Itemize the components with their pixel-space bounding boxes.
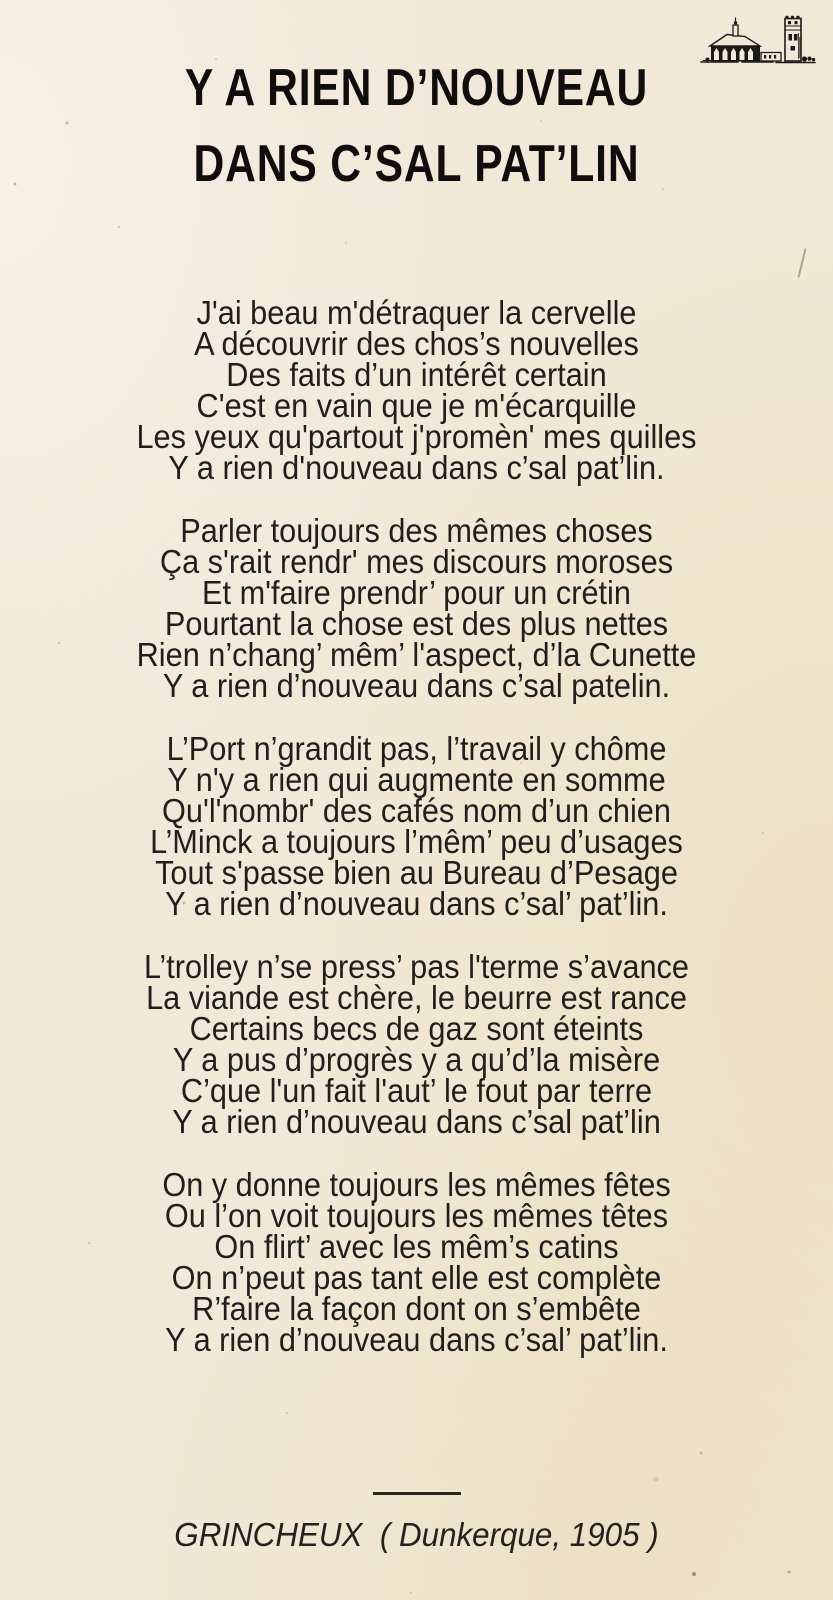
stanza [29,730,804,922]
author-attribution: GRINCHEUX ( Dunkerque, 1905 ) [174,1516,659,1553]
poem-line: C’que l'un fait l'aut’ le fout par terre [180,1072,653,1109]
poem-line: La viande est chère, le beurre est rance [146,979,687,1016]
poem-body [29,294,804,1387]
poem-line: On y donne toujours les mêmes fêtes [162,1166,671,1203]
poem-line: Y n'y a rien qui augmente en somme [167,761,666,798]
poem-line: Y a rien d’nouveau dans c’sal pat’lin [172,1103,661,1140]
poem-line: Parler toujours des mêmes choses [180,512,653,549]
poem-line: C'est en vain que je m'écarquille [196,387,637,424]
stanza [29,294,804,486]
poem-line: R’faire la façon dont on s’embête [192,1290,641,1327]
poem-line: Qu'l'nombr' des cafés nom d’un chien [162,792,671,829]
poem-line: L’trolley n’se press’ pas l'terme s’avance [144,948,689,985]
poem-line: Rien n’chang’ mêm’ l'aspect, d’la Cunette [136,636,697,673]
poem-line: Pourtant la chose est des plus nettes [164,605,669,642]
stanza [29,948,804,1140]
poem-line: L’Minck a toujours l’mêm’ peu d’usages [150,823,683,860]
paper-speckles [0,0,2,2]
page-title-line1: Y A RIEN D’NOUVEAU [184,59,649,117]
poem-line: Y a rien d’nouveau dans c’sal patelin. [162,667,671,704]
poem-line: L’Port n’grandit pas, l’travail y chôme [166,730,667,767]
stanza [29,512,804,704]
page-title-line2: DANS C’SAL PAT’LIN [193,135,640,193]
poem-line: A découvrir des chos’s nouvelles [194,325,639,362]
poem-line: Des faits d’un intérêt certain [226,356,607,393]
poem-line: Y a rien d'nouveau dans c’sal pat’lin. [168,449,665,486]
poem-line: Y a rien d’nouveau dans c’sal’ pat’lin. [165,885,668,922]
poem-line: On flirt’ avec les mêm’s catins [214,1228,619,1265]
page-title [75,50,758,202]
poem-line: Et m'faire prendr’ pour un crétin [202,574,631,611]
poem-line: J'ai beau m'détraquer la cervelle [196,294,637,331]
poem-line: Les yeux qu'partout j'promèn' mes quilles [136,418,697,455]
poem-line: Y a pus d’progrès y a qu’d’la misère [172,1041,661,1078]
paper-pen-mark [797,248,806,278]
footer-divider [373,1492,461,1495]
poem-line: Tout s'passe bien au Bureau d’Pesage [155,854,678,891]
poem-line: On n’peut pas tant elle est complète [171,1259,662,1296]
stanza [29,1166,804,1358]
poem-line: Ça s'rait rendr' mes discours moroses [159,543,674,580]
poem-line: Certains becs de gaz sont éteints [189,1010,644,1047]
poem-line: Y a rien d’nouveau dans c’sal’ pat’lin. [165,1321,668,1358]
poem-line: Ou l’on voit toujours les mêmes têtes [164,1197,669,1234]
